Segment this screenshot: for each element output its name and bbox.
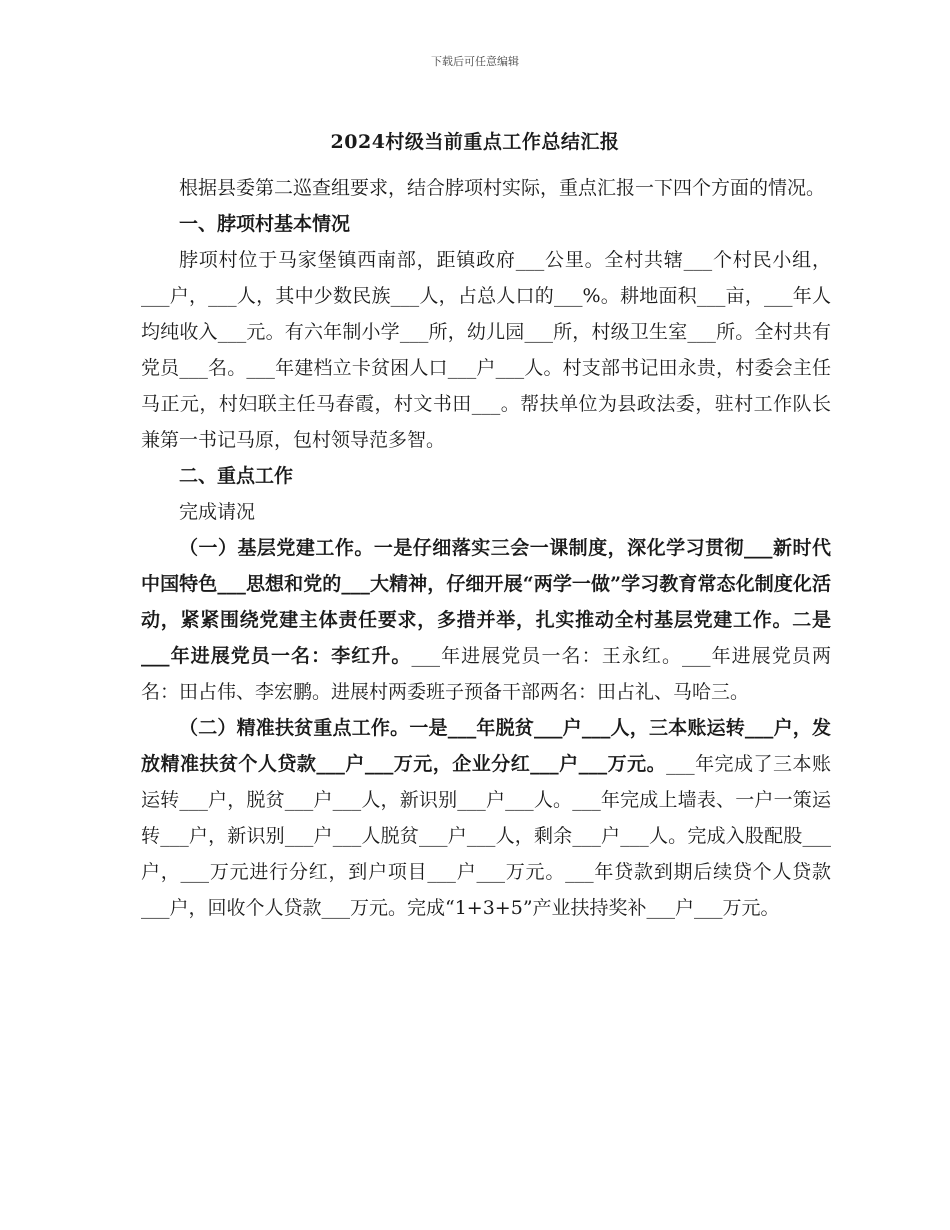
completion-subheading: 完成请况 (179, 501, 256, 523)
document-title: 2024村级当前重点工作总结汇报 (330, 131, 620, 153)
poverty-paragraph (141, 710, 831, 926)
party-building-lead: （一）基层党建工作。一是仔细落实三会一课制度，深化学习贯彻___新时代中国特色___思想和党的___大精神，仔细开展“两学一做”学习教育常态化制度化活动，紧紧围绕党建主体责任要求，多措并举，扎实推动全村基层党建工作。二是___年进展党员一名：李红升。 (141, 537, 831, 667)
poverty-detail: ___年完成了三本账运转___户，脱贫___户___人，新识别___户___人。___年完成上墙表、一户一策运转___户，新识别___户___人脱贫___户___人，剩余___户___人。完成入股配股___户，___万元进行分红，到户项目___户___万元。___年贷款到期后续贷个人贷款___户，回收个人贷款___万元。完成“1+3+5”产业扶持奖补___户___万元。 (141, 753, 831, 919)
party-building-paragraph (141, 530, 831, 710)
section-heading-1: 一、脖项村基本情况 (179, 213, 351, 235)
intro-paragraph: 根据县委第二巡查组要求，结合脖项村实际，重点汇报一下四个方面的情况。 (179, 177, 826, 199)
document-body (141, 170, 831, 926)
party-building-detail: ___年进展党员一名：王永红。___年进展党员两名：田占伟、李宏鹏。进展村两委班子预备干部两名：田占礼、马哈三。 (141, 645, 831, 703)
poverty-lead: （二）精准扶贫重点工作。一是___年脱贫___户___人，三本账运转___户，发放精准扶贫个人贷款___户___万元，企业分红___户___万元。 (141, 717, 831, 775)
header-note: 下载后可任意编辑 (431, 55, 519, 68)
basic-info-paragraph: 脖项村位于马家堡镇西南部，距镇政府___公里。全村共辖___个村民小组，___户，___人，其中少数民族___人，占总人口的___%。耕地面积___亩，___年人均纯收入___元。有六年制小学___所，幼儿园___所，村级卫生室___所。全村共有党员___名。___年建档立卡贫困人口___户___人。村支部书记田永贵，村委会主任马正元，村妇联主任马春霞，村文书田___。帮扶单位为县政法委，驻村工作队长兼第一书记马原，包村领导范多智。 (141, 249, 831, 451)
section-heading-2: 二、重点工作 (179, 465, 294, 487)
